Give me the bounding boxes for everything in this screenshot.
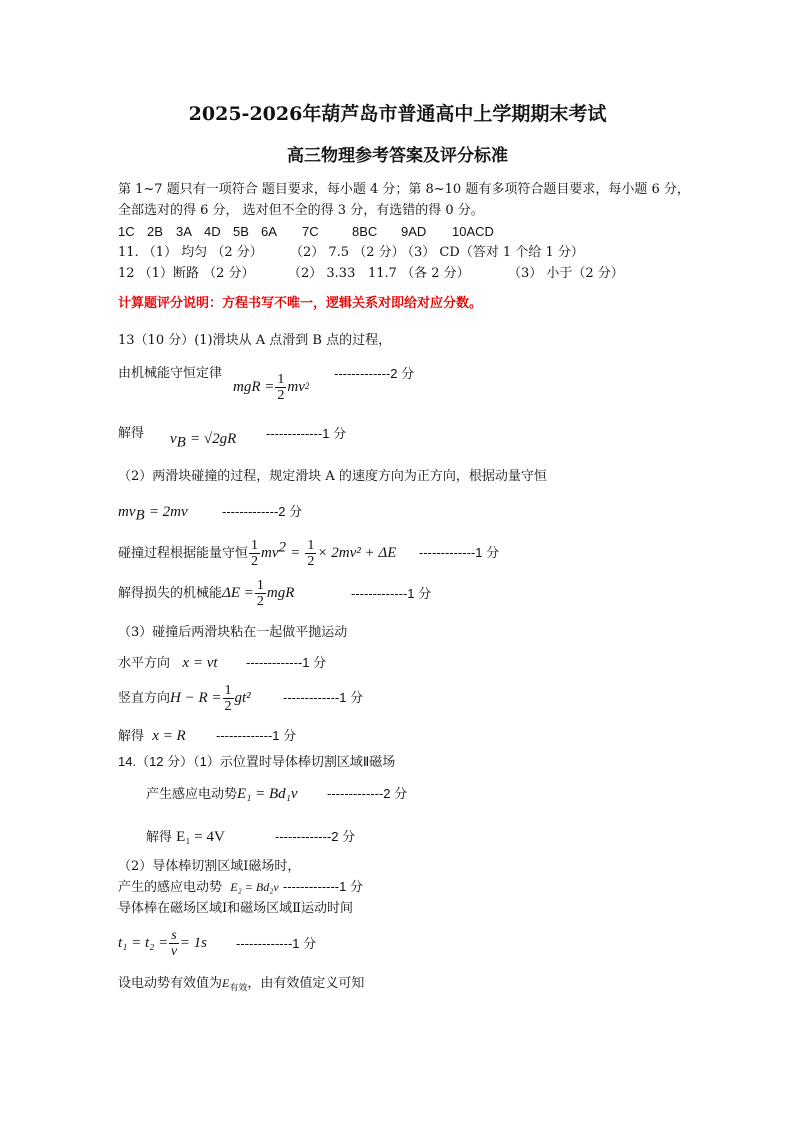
choice: 5B [233, 224, 249, 239]
choice: 8BC [352, 224, 378, 239]
q11-part3: （3） CD（答对 1 个给 1 分） [401, 245, 584, 260]
q12-part4: （3） 小于（2 分） [508, 266, 624, 281]
choice: 4D [204, 224, 221, 239]
q14-eq3: 产生的感应电动势 E₂ = Bd₂v -------------1 分 [118, 879, 363, 895]
q14-rms-line: 设电动势有效值为$E_{有效}$，由有效值定义可知 [118, 976, 365, 994]
score: -------------1 分 [266, 426, 347, 441]
q12-answer [118, 266, 624, 282]
score: -------------1 分 [236, 936, 317, 951]
choice: 6A [261, 224, 277, 239]
page-title: 2025-2026年葫芦岛市普通高中上学期期末考试 [188, 103, 607, 125]
q13-part3: （3）碰撞后两滑块粘在一起做平抛运动 [118, 625, 348, 640]
q14-eq2: 解得 E₁ = 4V [146, 829, 225, 845]
q13-solve-label: 解得 [118, 426, 145, 441]
q14-eq4: t₁ = t₂ = $\frac{s}{v}$ = 1s [118, 928, 207, 959]
choice: 7C [302, 224, 319, 239]
fraction: $\frac{1}{2}$ [277, 372, 285, 403]
score: -------------2 分 [275, 829, 356, 844]
q12-part1: 12 （1）断路 （2 分） [118, 266, 255, 281]
page-subtitle: 高三物理参考答案及评分标准 [287, 146, 508, 166]
q13-eq7: 竖直方向H − R = $\frac{1}{2}$ gt² [118, 683, 251, 714]
choice: 3A [176, 224, 192, 239]
q14-heading: 14.（12 分）（1）示位置时导体棒切割区域Ⅱ磁场 [118, 754, 396, 769]
q14-eq1: 产生感应电动势E₁ = Bd₁v [146, 786, 298, 802]
choice: 2B [147, 224, 163, 239]
score: -------------1 分 [351, 586, 432, 601]
q12-part2: （2） 3.33 [288, 266, 356, 281]
q13-eq8: 解得 x = R [118, 728, 186, 744]
score: -------------1 分 [283, 690, 364, 705]
score: -------------2 分 [327, 786, 408, 801]
q13-eq3: $mv_B = 2mv$ [118, 504, 188, 524]
q11-answer [118, 245, 584, 261]
q13-heading: 13（10 分）(1)滑块从 A 点滑到 B 点的过程， [118, 333, 392, 348]
q13-eq4: 碰撞过程根据能量守恒 $\frac{1}{2}$ $mv^2$ = $\frac{1}{2}$ × 2mv² + ΔE [118, 538, 397, 569]
q13-law-label: 由机械能守恒定律 [118, 366, 223, 381]
q11-part2: （2） 7.5 （2 分） [290, 245, 405, 260]
choice: 10ACD [452, 224, 494, 239]
q13-part2: （2）两滑块碰撞的过程，规定滑块 A 的速度方向为正方向，根据动量守恒 [118, 469, 547, 484]
score: -------------1 分 [216, 728, 297, 743]
choice: 1C [118, 224, 135, 239]
q13-eq6: 水平方向 x = vt [118, 655, 218, 671]
choice: 9AD [401, 224, 427, 239]
q11-part1: 11. （1） 均匀 （2 分） [118, 245, 263, 260]
intro-line-1: 第 1~7 题只有一项符合 题目要求，每小题 4 分；第 8~10 题有多项符合题目要求，每小题 6 分， [118, 182, 690, 197]
q12-part3: 11.7 （各 2 分） [368, 266, 470, 281]
score: -------------1 分 [419, 545, 500, 560]
q13-eq2: $v_B = √2gR$ [170, 431, 237, 451]
intro-line-2: 全部选对的得 6 分， 选对但不全的得 3 分，有选错的得 0 分。 [118, 203, 484, 218]
scoring-note: 计算题评分说明：方程书写不唯一，逻辑关系对即给对应分数。 [118, 296, 483, 311]
score: -------------2 分 [334, 366, 415, 381]
score: -------------1 分 [246, 655, 327, 670]
q13-eq5: 解得损失的机械能ΔE = $\frac{1}{2}$ mgR [118, 578, 295, 609]
score: -------------2 分 [222, 504, 303, 519]
q13-eq1: mgR = $\frac{1}{2}$ $mv_{^2}$ [233, 372, 310, 403]
q14-part2: （2）导体棒切割区域Ⅰ磁场时， [118, 859, 301, 874]
q14-time-label: 导体棒在磁场区域Ⅰ和磁场区域Ⅱ运动时间 [118, 901, 353, 916]
